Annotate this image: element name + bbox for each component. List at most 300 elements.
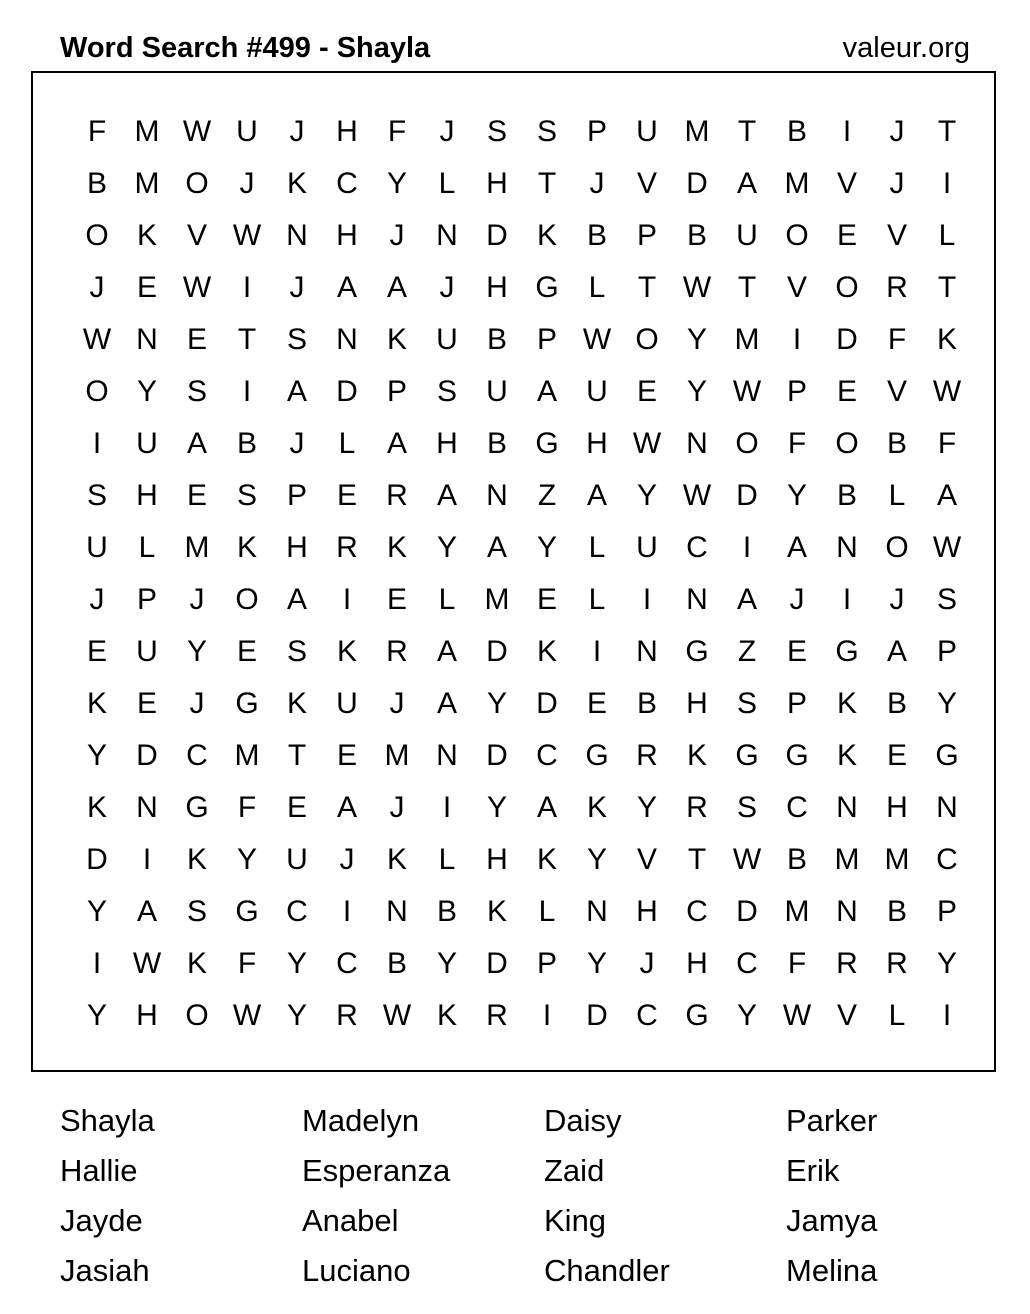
grid-letter: H bbox=[436, 427, 458, 460]
grid-letter: J bbox=[639, 947, 655, 980]
grid-letter: L bbox=[438, 583, 456, 616]
grid-letter: S bbox=[86, 479, 107, 512]
grid-letter: U bbox=[136, 427, 158, 460]
grid-letter: I bbox=[842, 583, 852, 616]
grid-letter: P bbox=[936, 895, 957, 928]
grid-letter: V bbox=[836, 167, 857, 200]
grid-letter: K bbox=[536, 843, 557, 876]
grid-letter: J bbox=[339, 843, 355, 876]
grid-letter: T bbox=[687, 843, 707, 876]
grid-letter: O bbox=[735, 427, 759, 460]
grid-letter: J bbox=[189, 583, 205, 616]
grid-letter: P bbox=[936, 635, 957, 668]
grid-letter: K bbox=[836, 687, 857, 720]
grid-letter: C bbox=[186, 739, 208, 772]
grid-letter: E bbox=[836, 219, 857, 252]
grid-letter: J bbox=[789, 583, 805, 616]
grid-letter: L bbox=[338, 427, 356, 460]
grid-letter: K bbox=[586, 791, 607, 824]
grid-letter: K bbox=[86, 687, 107, 720]
grid-letter: E bbox=[236, 635, 257, 668]
grid-letter: A bbox=[736, 167, 757, 200]
grid-letter: T bbox=[737, 271, 757, 304]
grid-letter: I bbox=[92, 947, 102, 980]
grid-letter: J bbox=[889, 583, 905, 616]
grid-letter: L bbox=[438, 167, 456, 200]
grid-letter: J bbox=[889, 167, 905, 200]
grid-letter: O bbox=[635, 323, 659, 356]
grid-letter: B bbox=[236, 427, 257, 460]
grid-letter: B bbox=[436, 895, 457, 928]
grid-letter: I bbox=[242, 375, 252, 408]
grid-letter: G bbox=[685, 999, 709, 1032]
grid-letter: N bbox=[836, 531, 858, 564]
grid-letter: E bbox=[586, 687, 607, 720]
grid-letter: M bbox=[784, 167, 810, 200]
word-list-item: Daisy bbox=[544, 1103, 622, 1138]
grid-letter: Y bbox=[636, 791, 657, 824]
grid-letter: D bbox=[536, 687, 558, 720]
word-list-item: Shayla bbox=[60, 1103, 155, 1138]
grid-letter: I bbox=[842, 115, 852, 148]
grid-letter: Y bbox=[86, 895, 107, 928]
grid-letter: E bbox=[336, 479, 357, 512]
grid-letter: P bbox=[786, 687, 807, 720]
grid-letter: H bbox=[486, 271, 508, 304]
grid-letter: O bbox=[85, 375, 109, 408]
grid-letter: C bbox=[286, 895, 308, 928]
grid-letter: I bbox=[942, 167, 952, 200]
grid-letter: C bbox=[336, 167, 358, 200]
grid-letter: O bbox=[835, 271, 859, 304]
grid-letter: L bbox=[538, 895, 556, 928]
grid-letter: D bbox=[136, 739, 158, 772]
grid-letter: K bbox=[536, 635, 557, 668]
page-header bbox=[60, 28, 970, 68]
grid-letter: C bbox=[786, 791, 808, 824]
grid-letter: R bbox=[336, 999, 358, 1032]
word-list-item: Erik bbox=[786, 1153, 840, 1188]
grid-letter: Y bbox=[486, 791, 507, 824]
grid-letter: M bbox=[884, 843, 910, 876]
letter-grid bbox=[72, 106, 972, 1042]
grid-letter: B bbox=[686, 219, 707, 252]
grid-letter: D bbox=[336, 375, 358, 408]
grid-letter: I bbox=[792, 323, 802, 356]
grid-letter: A bbox=[436, 635, 457, 668]
grid-letter: Y bbox=[636, 479, 657, 512]
grid-letter: D bbox=[486, 947, 508, 980]
grid-letter: J bbox=[589, 167, 605, 200]
grid-letter: W bbox=[682, 479, 712, 512]
grid-letter: P bbox=[536, 947, 557, 980]
grid-letter: U bbox=[286, 843, 308, 876]
grid-letter: Y bbox=[436, 531, 457, 564]
grid-letter: Y bbox=[86, 999, 107, 1032]
grid-letter: E bbox=[536, 583, 557, 616]
word-list-item: Jamya bbox=[786, 1203, 878, 1238]
grid-letter: J bbox=[389, 687, 405, 720]
grid-letter: O bbox=[185, 167, 209, 200]
grid-letter: T bbox=[937, 115, 957, 148]
grid-letter: N bbox=[936, 791, 958, 824]
grid-letter: F bbox=[87, 115, 107, 148]
grid-letter: H bbox=[886, 791, 908, 824]
grid-letter: W bbox=[82, 323, 112, 356]
grid-letter: M bbox=[484, 583, 510, 616]
grid-letter: W bbox=[932, 531, 962, 564]
grid-letter: A bbox=[936, 479, 957, 512]
grid-letter: H bbox=[486, 843, 508, 876]
grid-letter: R bbox=[336, 531, 358, 564]
grid-letter: P bbox=[586, 115, 607, 148]
grid-letter: K bbox=[236, 531, 257, 564]
grid-letter: J bbox=[239, 167, 255, 200]
grid-letter: U bbox=[586, 375, 608, 408]
grid-letter: M bbox=[734, 323, 760, 356]
grid-letter: R bbox=[386, 635, 408, 668]
grid-letter: Y bbox=[786, 479, 807, 512]
grid-letter: J bbox=[289, 115, 305, 148]
grid-letter: F bbox=[887, 323, 907, 356]
grid-letter: D bbox=[486, 219, 508, 252]
grid-letter: K bbox=[486, 895, 507, 928]
grid-letter: A bbox=[136, 895, 157, 928]
grid-letter: E bbox=[636, 375, 657, 408]
grid-letter: L bbox=[138, 531, 156, 564]
grid-letter: L bbox=[888, 479, 906, 512]
grid-letter: L bbox=[588, 271, 606, 304]
grid-letter: D bbox=[836, 323, 858, 356]
grid-letter: R bbox=[886, 271, 908, 304]
grid-letter: T bbox=[737, 115, 757, 148]
grid-letter: U bbox=[736, 219, 758, 252]
word-list-item: Jayde bbox=[60, 1203, 143, 1238]
grid-letter: N bbox=[286, 219, 308, 252]
grid-letter: V bbox=[786, 271, 807, 304]
grid-letter: K bbox=[186, 843, 207, 876]
grid-letter: Y bbox=[386, 167, 407, 200]
grid-letter: A bbox=[436, 687, 457, 720]
grid-letter: B bbox=[836, 479, 857, 512]
grid-letter: R bbox=[886, 947, 908, 980]
grid-letter: E bbox=[186, 323, 207, 356]
grid-letter: R bbox=[386, 479, 408, 512]
grid-letter: B bbox=[486, 323, 507, 356]
grid-letter: H bbox=[586, 427, 608, 460]
word-list bbox=[60, 1097, 1028, 1297]
grid-letter: I bbox=[342, 583, 352, 616]
grid-letter: S bbox=[236, 479, 257, 512]
word-list-item: Anabel bbox=[302, 1203, 399, 1238]
grid-letter: D bbox=[586, 999, 608, 1032]
puzzle-box bbox=[31, 71, 996, 1072]
grid-letter: Y bbox=[936, 947, 957, 980]
grid-letter: D bbox=[86, 843, 108, 876]
grid-letter: Z bbox=[737, 635, 757, 668]
grid-letter: S bbox=[936, 583, 957, 616]
grid-letter: G bbox=[235, 687, 259, 720]
grid-letter: A bbox=[436, 479, 457, 512]
grid-letter: Y bbox=[686, 323, 707, 356]
grid-letter: E bbox=[336, 739, 357, 772]
grid-letter: N bbox=[436, 219, 458, 252]
grid-letter: R bbox=[836, 947, 858, 980]
grid-letter: S bbox=[186, 375, 207, 408]
grid-letter: Y bbox=[536, 531, 557, 564]
grid-letter: K bbox=[86, 791, 107, 824]
grid-letter: U bbox=[86, 531, 108, 564]
grid-letter: I bbox=[342, 895, 352, 928]
puzzle-title: Word Search #499 - Shayla bbox=[60, 32, 431, 64]
grid-letter: E bbox=[136, 271, 157, 304]
grid-letter: B bbox=[386, 947, 407, 980]
grid-letter: L bbox=[938, 219, 956, 252]
grid-letter: A bbox=[886, 635, 907, 668]
grid-letter: B bbox=[886, 687, 907, 720]
grid-letter: N bbox=[586, 895, 608, 928]
grid-letter: O bbox=[885, 531, 909, 564]
grid-letter: K bbox=[536, 219, 557, 252]
grid-letter: M bbox=[834, 843, 860, 876]
grid-letter: G bbox=[585, 739, 609, 772]
word-list-item: Melina bbox=[786, 1253, 878, 1288]
word-list-item: Madelyn bbox=[302, 1103, 420, 1138]
grid-letter: B bbox=[886, 427, 907, 460]
grid-letter: E bbox=[786, 635, 807, 668]
grid-letter: S bbox=[286, 323, 307, 356]
grid-letter: N bbox=[386, 895, 408, 928]
grid-letter: M bbox=[184, 531, 210, 564]
grid-letter: I bbox=[742, 531, 752, 564]
grid-letter: R bbox=[636, 739, 658, 772]
grid-letter: R bbox=[486, 999, 508, 1032]
site-name: valeur.org bbox=[842, 32, 970, 64]
grid-letter: K bbox=[136, 219, 157, 252]
grid-letter: I bbox=[942, 999, 952, 1032]
grid-letter: A bbox=[336, 271, 357, 304]
grid-letter: U bbox=[136, 635, 158, 668]
grid-letter: I bbox=[642, 583, 652, 616]
grid-letter: P bbox=[636, 219, 657, 252]
grid-letter: P bbox=[536, 323, 557, 356]
grid-letter: K bbox=[286, 687, 307, 720]
grid-letter: E bbox=[386, 583, 407, 616]
grid-letter: C bbox=[636, 999, 658, 1032]
grid-letter: W bbox=[732, 843, 762, 876]
grid-letter: A bbox=[586, 479, 607, 512]
grid-letter: G bbox=[535, 271, 559, 304]
grid-letter: A bbox=[536, 791, 557, 824]
grid-letter: J bbox=[439, 115, 455, 148]
grid-letter: Y bbox=[686, 375, 707, 408]
grid-letter: W bbox=[132, 947, 162, 980]
word-list-item: Parker bbox=[786, 1103, 878, 1138]
grid-letter: N bbox=[836, 791, 858, 824]
grid-letter: F bbox=[787, 427, 807, 460]
grid-letter: T bbox=[937, 271, 957, 304]
grid-letter: F bbox=[237, 947, 257, 980]
grid-letter: H bbox=[636, 895, 658, 928]
grid-letter: W bbox=[182, 115, 212, 148]
grid-letter: A bbox=[736, 583, 757, 616]
grid-letter: P bbox=[786, 375, 807, 408]
grid-letter: N bbox=[636, 635, 658, 668]
grid-letter: F bbox=[237, 791, 257, 824]
grid-letter: K bbox=[436, 999, 457, 1032]
grid-letter: U bbox=[436, 323, 458, 356]
grid-letter: Z bbox=[537, 479, 557, 512]
grid-letter: B bbox=[786, 843, 807, 876]
grid-letter: B bbox=[486, 427, 507, 460]
grid-letter: G bbox=[785, 739, 809, 772]
word-list-item: Zaid bbox=[544, 1153, 605, 1188]
grid-letter: U bbox=[636, 115, 658, 148]
grid-letter: Y bbox=[136, 375, 157, 408]
grid-letter: I bbox=[592, 635, 602, 668]
grid-letter: J bbox=[289, 271, 305, 304]
grid-letter: G bbox=[735, 739, 759, 772]
grid-letter: D bbox=[736, 895, 758, 928]
grid-letter: S bbox=[186, 895, 207, 928]
grid-letter: A bbox=[186, 427, 207, 460]
grid-letter: K bbox=[386, 843, 407, 876]
grid-letter: M bbox=[234, 739, 260, 772]
grid-letter: S bbox=[536, 115, 557, 148]
grid-letter: O bbox=[85, 219, 109, 252]
grid-letter: W bbox=[182, 271, 212, 304]
grid-letter: N bbox=[486, 479, 508, 512]
grid-letter: O bbox=[235, 583, 259, 616]
grid-letter: S bbox=[486, 115, 507, 148]
grid-letter: H bbox=[686, 687, 708, 720]
grid-letter: F bbox=[387, 115, 407, 148]
grid-letter: L bbox=[438, 843, 456, 876]
grid-letter: W bbox=[682, 271, 712, 304]
grid-letter: A bbox=[386, 271, 407, 304]
grid-letter: I bbox=[92, 427, 102, 460]
grid-letter: M bbox=[684, 115, 710, 148]
grid-letter: B bbox=[86, 167, 107, 200]
grid-letter: J bbox=[389, 219, 405, 252]
grid-letter: N bbox=[686, 583, 708, 616]
grid-letter: K bbox=[936, 323, 957, 356]
grid-letter: J bbox=[289, 427, 305, 460]
grid-letter: P bbox=[136, 583, 157, 616]
grid-letter: C bbox=[686, 895, 708, 928]
grid-letter: B bbox=[586, 219, 607, 252]
grid-letter: H bbox=[336, 219, 358, 252]
grid-letter: E bbox=[836, 375, 857, 408]
grid-letter: V bbox=[836, 999, 857, 1032]
grid-letter: K bbox=[186, 947, 207, 980]
grid-letter: S bbox=[286, 635, 307, 668]
grid-letter: S bbox=[736, 687, 757, 720]
grid-letter: J bbox=[189, 687, 205, 720]
grid-letter: O bbox=[185, 999, 209, 1032]
grid-letter: L bbox=[588, 531, 606, 564]
grid-letter: H bbox=[136, 999, 158, 1032]
grid-letter: A bbox=[336, 791, 357, 824]
word-list-item: Chandler bbox=[544, 1253, 670, 1288]
grid-letter: A bbox=[486, 531, 507, 564]
grid-letter: F bbox=[787, 947, 807, 980]
grid-letter: W bbox=[232, 999, 262, 1032]
grid-letter: I bbox=[142, 843, 152, 876]
grid-letter: Y bbox=[486, 687, 507, 720]
grid-letter: Y bbox=[286, 999, 307, 1032]
grid-letter: V bbox=[886, 219, 907, 252]
grid-letter: J bbox=[89, 271, 105, 304]
grid-letter: Y bbox=[286, 947, 307, 980]
grid-letter: W bbox=[382, 999, 412, 1032]
word-list-item: Luciano bbox=[302, 1253, 411, 1288]
grid-letter: E bbox=[136, 687, 157, 720]
grid-letter: Y bbox=[436, 947, 457, 980]
grid-letter: J bbox=[439, 271, 455, 304]
grid-letter: M bbox=[134, 167, 160, 200]
grid-letter: C bbox=[936, 843, 958, 876]
grid-letter: K bbox=[836, 739, 857, 772]
grid-letter: F bbox=[937, 427, 957, 460]
grid-letter: S bbox=[436, 375, 457, 408]
grid-letter: G bbox=[535, 427, 559, 460]
grid-letter: Y bbox=[186, 635, 207, 668]
grid-letter: W bbox=[232, 219, 262, 252]
grid-letter: G bbox=[185, 791, 209, 824]
grid-letter: U bbox=[636, 531, 658, 564]
grid-letter: N bbox=[136, 791, 158, 824]
word-list-item: Jasiah bbox=[60, 1253, 150, 1288]
grid-letter: A bbox=[786, 531, 807, 564]
grid-letter: R bbox=[686, 791, 708, 824]
grid-letter: C bbox=[736, 947, 758, 980]
grid-letter: D bbox=[486, 739, 508, 772]
grid-letter: M bbox=[134, 115, 160, 148]
grid-letter: Y bbox=[586, 947, 607, 980]
grid-letter: P bbox=[386, 375, 407, 408]
grid-letter: T bbox=[637, 271, 657, 304]
grid-letter: V bbox=[636, 167, 657, 200]
grid-letter: B bbox=[886, 895, 907, 928]
grid-letter: C bbox=[686, 531, 708, 564]
grid-letter: D bbox=[686, 167, 708, 200]
grid-letter: K bbox=[336, 635, 357, 668]
grid-letter: A bbox=[286, 375, 307, 408]
grid-letter: W bbox=[632, 427, 662, 460]
grid-letter: J bbox=[889, 115, 905, 148]
grid-letter: E bbox=[186, 479, 207, 512]
grid-letter: B bbox=[636, 687, 657, 720]
grid-letter: Y bbox=[236, 843, 257, 876]
grid-letter: N bbox=[836, 895, 858, 928]
word-list-item: Hallie bbox=[60, 1153, 138, 1188]
grid-letter: I bbox=[242, 271, 252, 304]
grid-letter: Y bbox=[936, 687, 957, 720]
grid-letter: I bbox=[442, 791, 452, 824]
grid-letter: T bbox=[537, 167, 557, 200]
grid-letter: N bbox=[686, 427, 708, 460]
grid-letter: O bbox=[835, 427, 859, 460]
grid-letter: U bbox=[236, 115, 258, 148]
grid-letter: H bbox=[136, 479, 158, 512]
grid-letter: Y bbox=[586, 843, 607, 876]
grid-letter: V bbox=[186, 219, 207, 252]
grid-letter: J bbox=[89, 583, 105, 616]
grid-letter: J bbox=[389, 791, 405, 824]
grid-letter: C bbox=[336, 947, 358, 980]
word-list-item: Esperanza bbox=[302, 1153, 451, 1188]
